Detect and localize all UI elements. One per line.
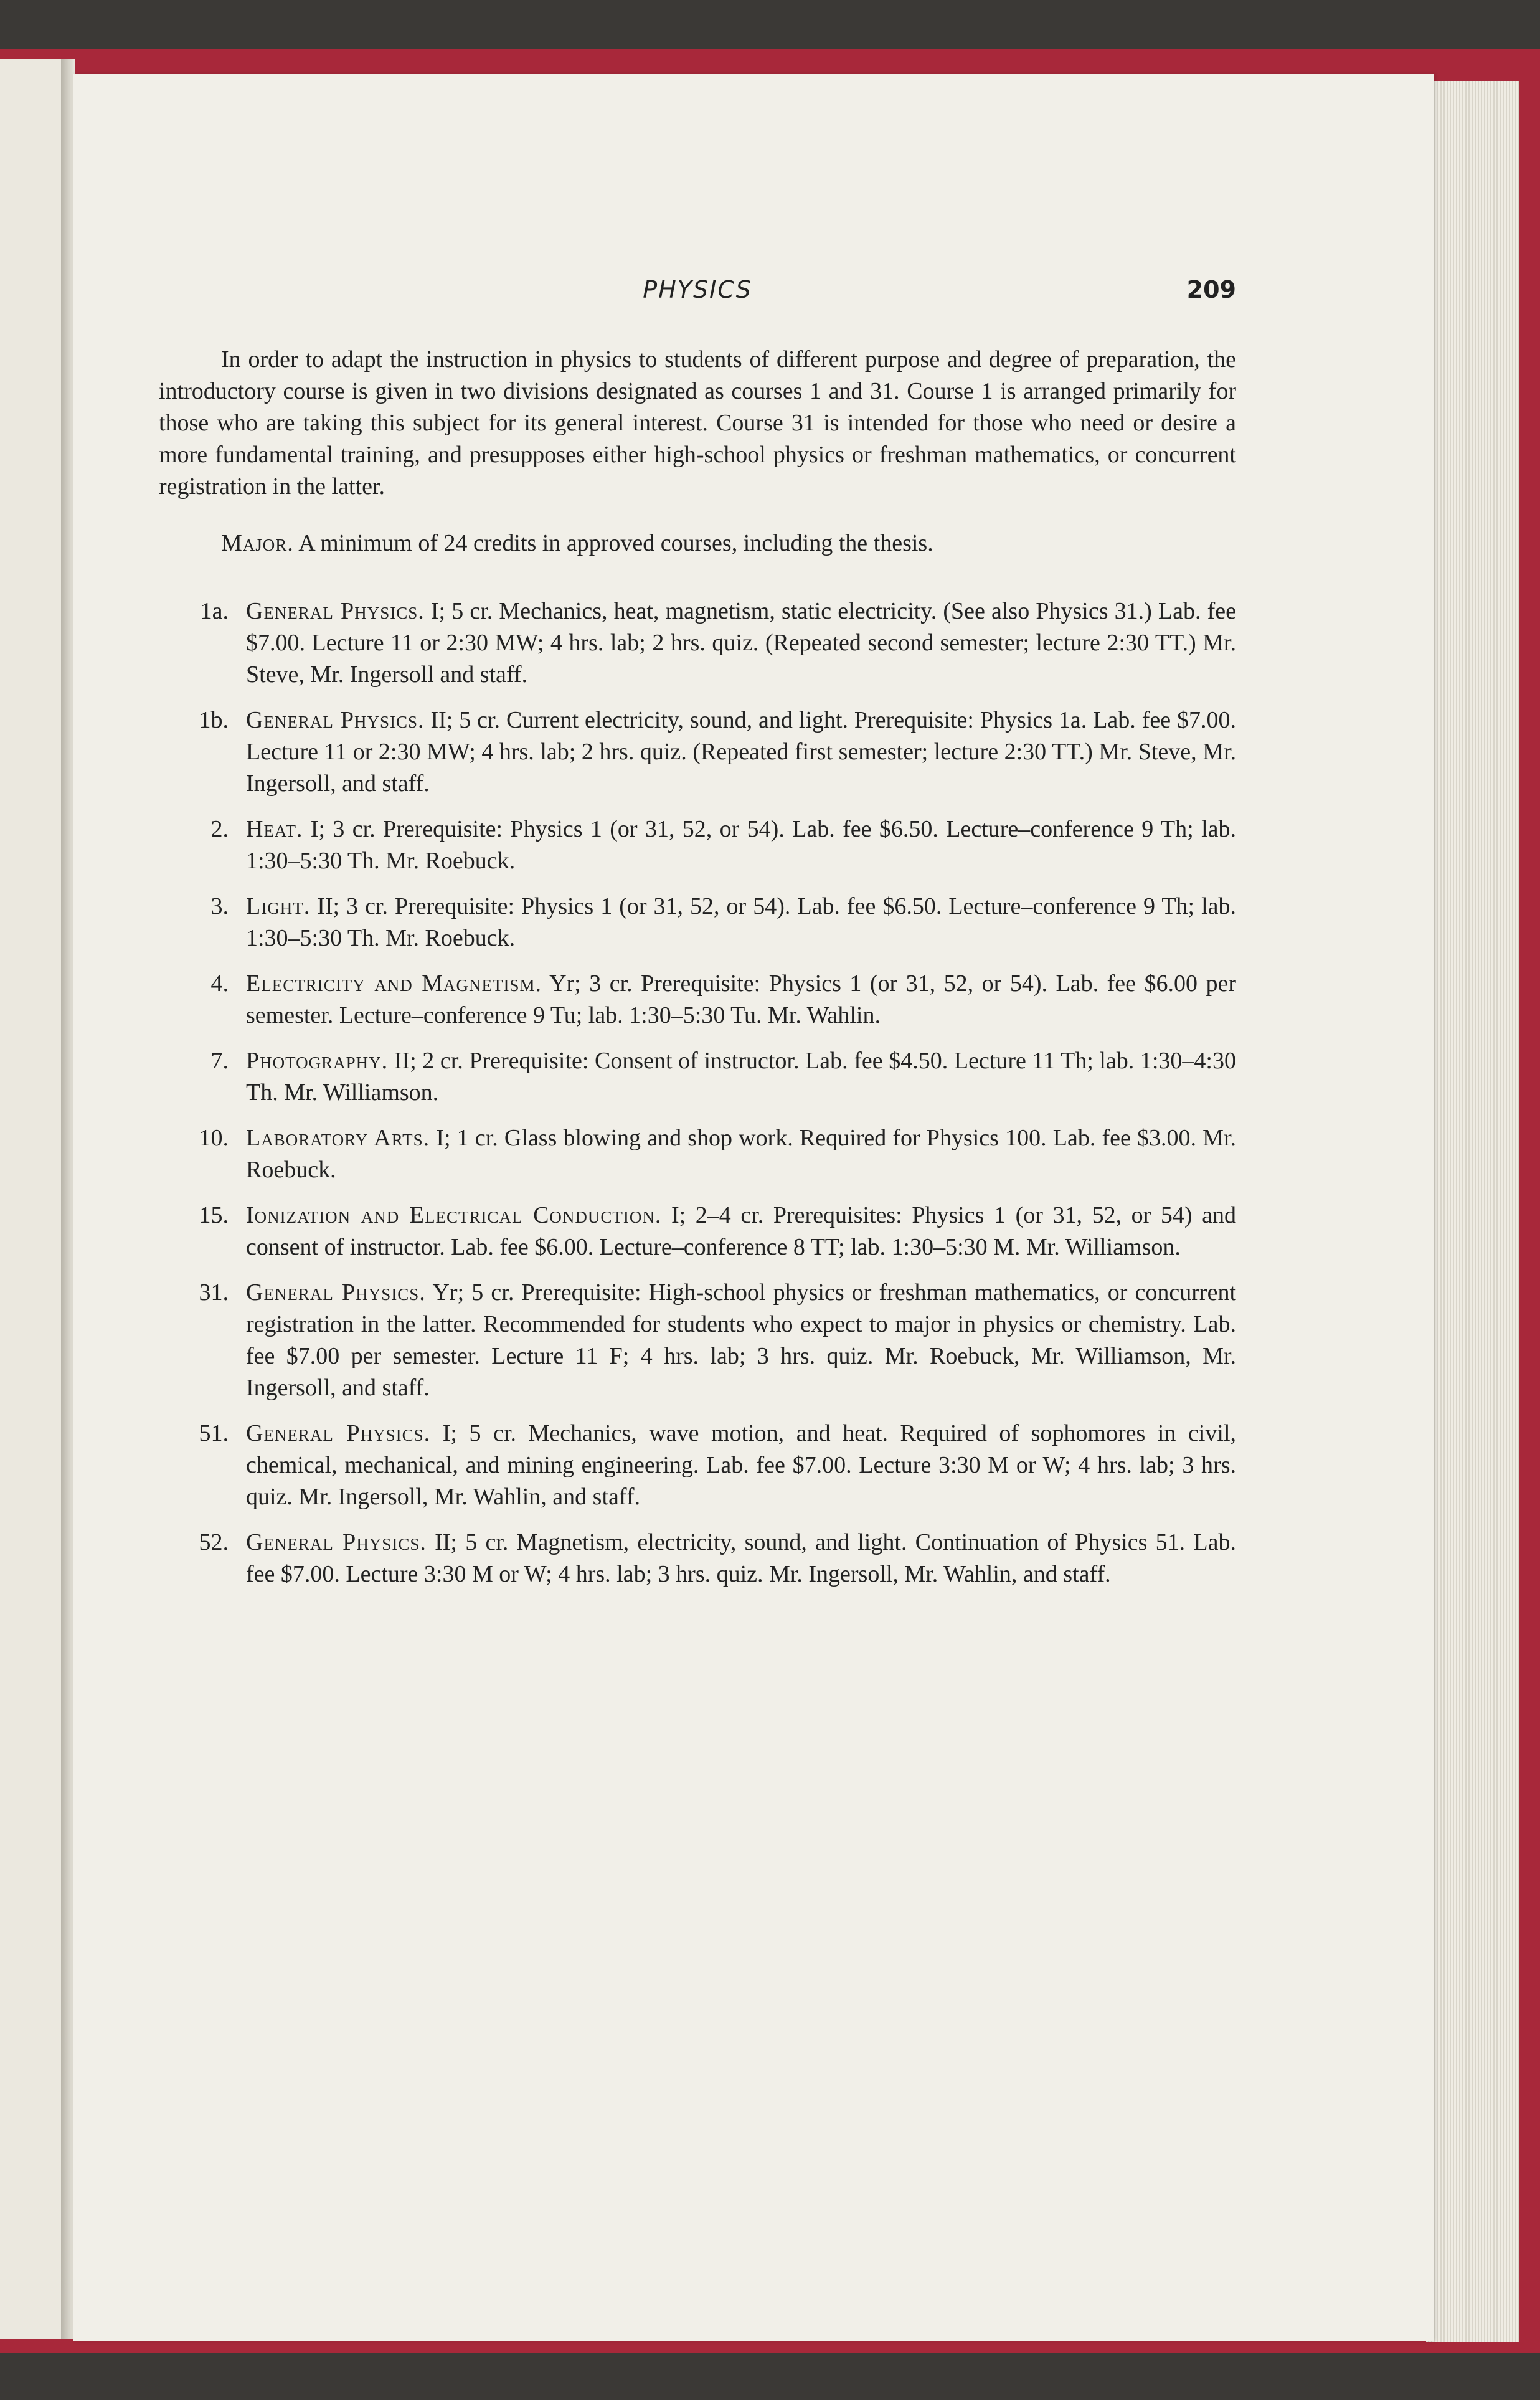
course-text: I; 1 cr. Glass blowing and shop work. Required for Physics 100. Lab. fee $3.00. Mr. Roebuck. <box>246 1125 1237 1183</box>
course-title: Heat. <box>246 816 303 842</box>
course-description <box>246 1277 1236 1404</box>
course-title: Light. <box>246 893 311 919</box>
course-number: 1b. <box>199 707 229 733</box>
course-text: I; 2–4 cr. Prerequisites: Physics 1 (or 31, 52, or 54) and consent of instructor. Lab. fee $6.00. Lecture–conference 8 TT; lab. 1:30–5:30 M. Mr. Williamson. <box>246 1202 1237 1260</box>
facing-page-edge <box>0 59 69 2339</box>
course-number: 10. <box>199 1125 229 1151</box>
page-content <box>159 274 1236 1604</box>
intro-paragraph: In order to adapt the instruction in physics to students of different purpose and degree of preparation, the introductory course is given in two divisions designated as courses 1 and 31. Course 1 is arranged primarily for those who are taking this subject for its general interest. Course 31 is intended for those who need or desire a more fundamental training, and presupposes either high-school physics or freshman mathematics, or concurrent registration in the latter. <box>159 346 1236 500</box>
course-number: 7. <box>210 1048 229 1074</box>
course-description <box>246 1200 1236 1263</box>
course-entry <box>159 595 1236 691</box>
course-description <box>246 968 1236 1032</box>
course-text: I; 5 cr. Mechanics, wave motion, and heat. Required of sophomores in civil, chemical, mechanical, and mining engineering. Lab. fee $7.00. Lecture 3:30 M or W; 4 hrs. lab; 3 hrs. quiz. Mr. Ingersoll, Mr. Wahlin, and staff. <box>246 1420 1237 1510</box>
course-text: Yr; 3 cr. Prerequisite: Physics 1 (or 31, 52, or 54). Lab. fee $6.00 per semester. Lecture–conference 9 Tu; lab. 1:30–5:30 Tu. Mr. Wahlin. <box>246 970 1236 1028</box>
page-number: 209 <box>1186 276 1236 303</box>
course-number: 51. <box>199 1420 229 1446</box>
course-number: 31. <box>199 1279 229 1306</box>
course-entry <box>159 1200 1236 1263</box>
course-title: General Physics. <box>246 707 425 733</box>
major-text: A minimum of 24 credits in approved courses, including the thesis. <box>298 530 933 556</box>
course-title: General Physics. <box>246 598 425 624</box>
course-number: 2. <box>210 816 229 842</box>
course-description <box>246 1122 1236 1186</box>
running-head: PHYSICS <box>643 276 752 303</box>
course-entry <box>159 1045 1236 1109</box>
book-gutter <box>61 59 75 2339</box>
course-title: General Physics. <box>246 1529 427 1555</box>
course-description <box>246 891 1236 954</box>
course-number: 3. <box>210 893 229 919</box>
course-text: II; 3 cr. Prerequisite: Physics 1 (or 31, 52, or 54). Lab. fee $6.50. Lecture–conference 9 Th; lab. 1:30–5:30 Th. Mr. Roebuck. <box>246 893 1237 951</box>
page-edges <box>1426 81 1519 2342</box>
course-entry <box>159 1418 1236 1513</box>
course-entry <box>159 1527 1236 1590</box>
page-header <box>159 274 1236 311</box>
course-title: Ionization and Electrical Conduction. <box>246 1202 662 1228</box>
course-title: Electricity and Magnetism. <box>246 970 542 997</box>
course-title: Laboratory Arts. <box>246 1125 430 1151</box>
course-entry <box>159 704 1236 800</box>
course-description <box>246 1418 1236 1513</box>
course-entry <box>159 1122 1236 1186</box>
course-number: 15. <box>199 1202 229 1228</box>
course-entry <box>159 891 1236 954</box>
course-description <box>246 1045 1236 1109</box>
course-list <box>159 595 1236 1590</box>
course-text: II; 5 cr. Current electricity, sound, and light. Prerequisite: Physics 1a. Lab. fee $7.00. Lecture 11 or 2:30 MW; 4 hrs. lab; 2 hrs. quiz. (Repeated first semester; lecture 2:30 TT.) Mr. Steve, Mr. Ingersoll, and staff. <box>246 707 1236 797</box>
course-number: 1a. <box>200 598 229 624</box>
course-title: Photography. <box>246 1048 389 1074</box>
course-title: General Physics. <box>246 1279 426 1306</box>
course-description <box>246 1527 1236 1590</box>
course-description <box>246 595 1236 691</box>
course-entry <box>159 813 1236 877</box>
course-text: Yr; 5 cr. Prerequisite: High-school physics or freshman mathematics, or concurrent registration in the latter. Recommended for students who expect to major in physics or chemistry. Lab. fee $7.00 per semester. Lecture 11 F; 4 hrs. lab; 3 hrs. quiz. Mr. Roebuck, Mr. Williamson, Mr. Ingersoll, and staff. <box>246 1279 1237 1401</box>
course-text: II; 5 cr. Magnetism, electricity, sound, and light. Continuation of Physics 51. Lab. fee $7.00. Lecture 3:30 M or W; 4 hrs. lab; 3 hrs. quiz. Mr. Ingersoll, Mr. Wahlin, and staff. <box>246 1529 1236 1587</box>
course-description <box>246 704 1236 800</box>
course-text: I; 3 cr. Prerequisite: Physics 1 (or 31, 52, or 54). Lab. fee $6.50. Lecture–conference 9 Th; lab. 1:30–5:30 Th. Mr. Roebuck. <box>246 816 1236 874</box>
major-paragraph <box>159 528 1236 559</box>
course-text: I; 5 cr. Mechanics, heat, magnetism, static electricity. (See also Physics 31.) Lab. fee $7.00. Lecture 11 or 2:30 MW; 4 hrs. lab; 2 hrs. quiz. (Repeated second semester; lecture 2:30 TT.) Mr. Steve, Mr. Ingersoll and staff. <box>246 598 1237 688</box>
course-entry <box>159 1277 1236 1404</box>
course-number: 52. <box>199 1529 229 1555</box>
course-description <box>246 813 1236 877</box>
course-title: General Physics. <box>246 1420 431 1446</box>
course-text: II; 2 cr. Prerequisite: Consent of instructor. Lab. fee $4.50. Lecture 11 Th; lab. 1:30–4:30 Th. Mr. Williamson. <box>246 1048 1236 1106</box>
course-number: 4. <box>210 970 229 997</box>
course-entry <box>159 968 1236 1032</box>
major-label: Major. <box>221 530 294 556</box>
